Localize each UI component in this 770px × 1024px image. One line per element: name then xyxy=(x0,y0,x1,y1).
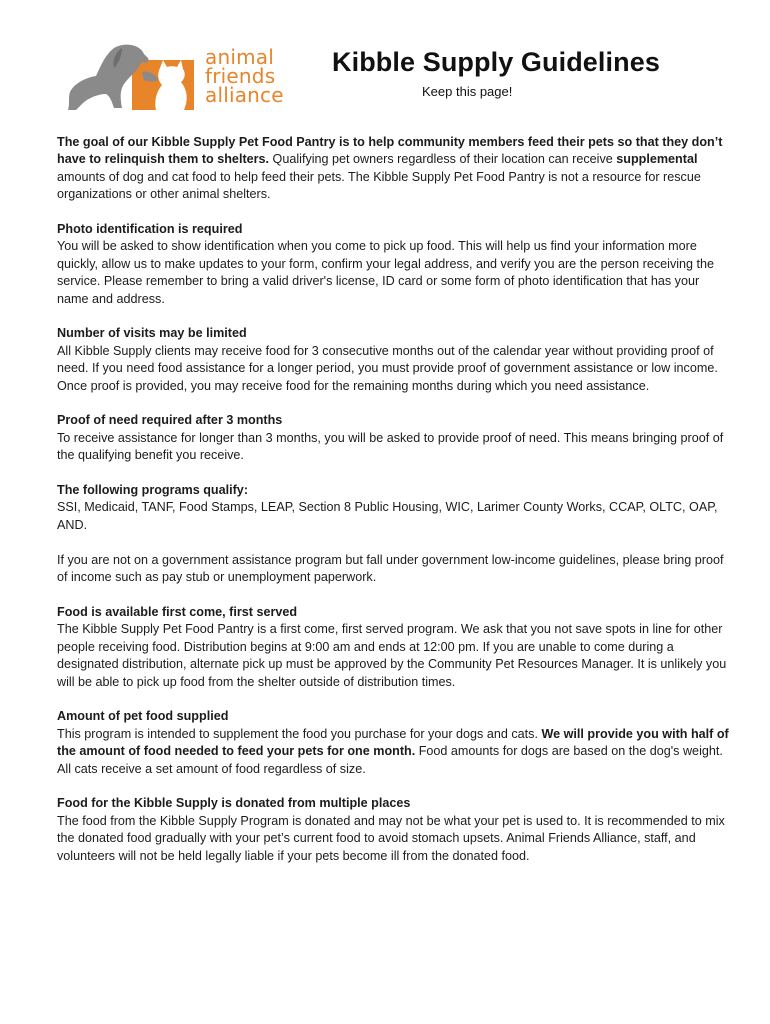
section-text: The food from the Kibble Supply Program is donated and may not be what your pet is used to. It is recommended to mix the donated food gradually with your pet’s current food to avoid stomach upsets. Animal Friends Alliance, staff, and volunteers will not be held legally liable if your pets become ill from the donated food. xyxy=(57,813,725,863)
logo-line-1: animal xyxy=(205,45,274,69)
section-text: To receive assistance for longer than 3 months, you will be asked to provide proof of need. This means bringing proof of the qualifying benefit you receive. xyxy=(57,430,724,463)
section-text: All Kibble Supply clients may receive food for 3 consecutive months out of the calendar year without providing proof of need. If you need food assistance for a longer period, you must provide proof of government assistance or low income. Once proof is provided, you may receive food for the remaining months during which you need assistance. xyxy=(57,343,718,393)
dog-and-cat-silhouette-icon xyxy=(62,38,202,118)
section-bold: We will provide you with half of the amount of food needed to feed your pets for one month. xyxy=(57,726,729,759)
intro-text-2: amounts of dog and cat food to help feed their pets. The Kibble Supply Pet Food Pantry is not a resource for rescue organizations or other animal shelters. xyxy=(57,169,701,202)
section-text: If you are not on a government assistance program but fall under government low-income guidelines, please bring proof of income such as pay stub or unemployment paperwork. xyxy=(57,552,724,585)
section-text: The Kibble Supply Pet Food Pantry is a first come, first served program. We ask that you not save spots in line for other people receiving food. Distribution begins at 9:00 am and ends at 12:00 pm. If you are unable to come during a designated distribution, alternate pick up must be approved by the Community Pet Resources Manager. It is unlikely you will be able to pick up food from the shelter outside of distribution times. xyxy=(57,622,727,689)
page-title: Kibble Supply Guidelines xyxy=(332,47,660,77)
section-heading: Food for the Kibble Supply is donated from multiple places xyxy=(57,796,411,811)
section-amount xyxy=(57,708,729,778)
section-photo xyxy=(57,221,729,308)
section-programs xyxy=(57,482,729,534)
section-donated xyxy=(57,795,729,865)
section-text-1: This program is intended to supplement the food you purchase for your dogs and cats. xyxy=(57,726,542,741)
section-first-come xyxy=(57,604,729,691)
section-text: You will be asked to show identification when you come to pick up food. This will help us find your information more quickly, allow us to make updates to your form, confirm your legal address, and verify you are the person receiving the service. Please remember to bring a valid driver's license, ID card or some form of photo identification that has your name and address. xyxy=(57,239,715,306)
logo-line-2: friends xyxy=(205,64,276,88)
section-low-income xyxy=(57,552,729,587)
section-heading: Amount of pet food supplied xyxy=(57,709,229,724)
intro-bold: The goal of our Kibble Supply Pet Food Pantry is to help community members feed their pets so that they don’t have to relinquish them to shelters. xyxy=(57,135,723,167)
section-heading: Photo identification is required xyxy=(57,222,243,237)
section-heading: Food is available first come, first served xyxy=(57,604,298,619)
guidelines-body xyxy=(57,134,729,882)
section-heading: Number of visits may be limited xyxy=(57,326,247,341)
section-text: SSI, Medicaid, TANF, Food Stamps, LEAP, Section 8 Public Housing, WIC, Larimer County Works, CCAP, OLTC, OAP, AND. xyxy=(57,500,718,532)
intro-bold-2: supplemental xyxy=(616,152,698,167)
organization-logo xyxy=(62,38,302,118)
section-heading: Proof of need required after 3 months xyxy=(57,413,283,428)
section-visits xyxy=(57,325,729,395)
logo-line-3: alliance xyxy=(205,83,284,107)
logo-wordmark xyxy=(205,45,284,107)
section-text-2: Food amounts for dogs are based on the dog's weight. All cats receive a set amount of food regardless of size. xyxy=(57,744,723,776)
section-heading: The following programs qualify: xyxy=(57,483,249,498)
section-proof xyxy=(57,412,729,464)
page-subtitle: Keep this page! xyxy=(422,84,513,99)
intro-text-1: Qualifying pet owners regardless of their location can receive xyxy=(269,152,617,167)
intro-paragraph xyxy=(57,134,729,204)
